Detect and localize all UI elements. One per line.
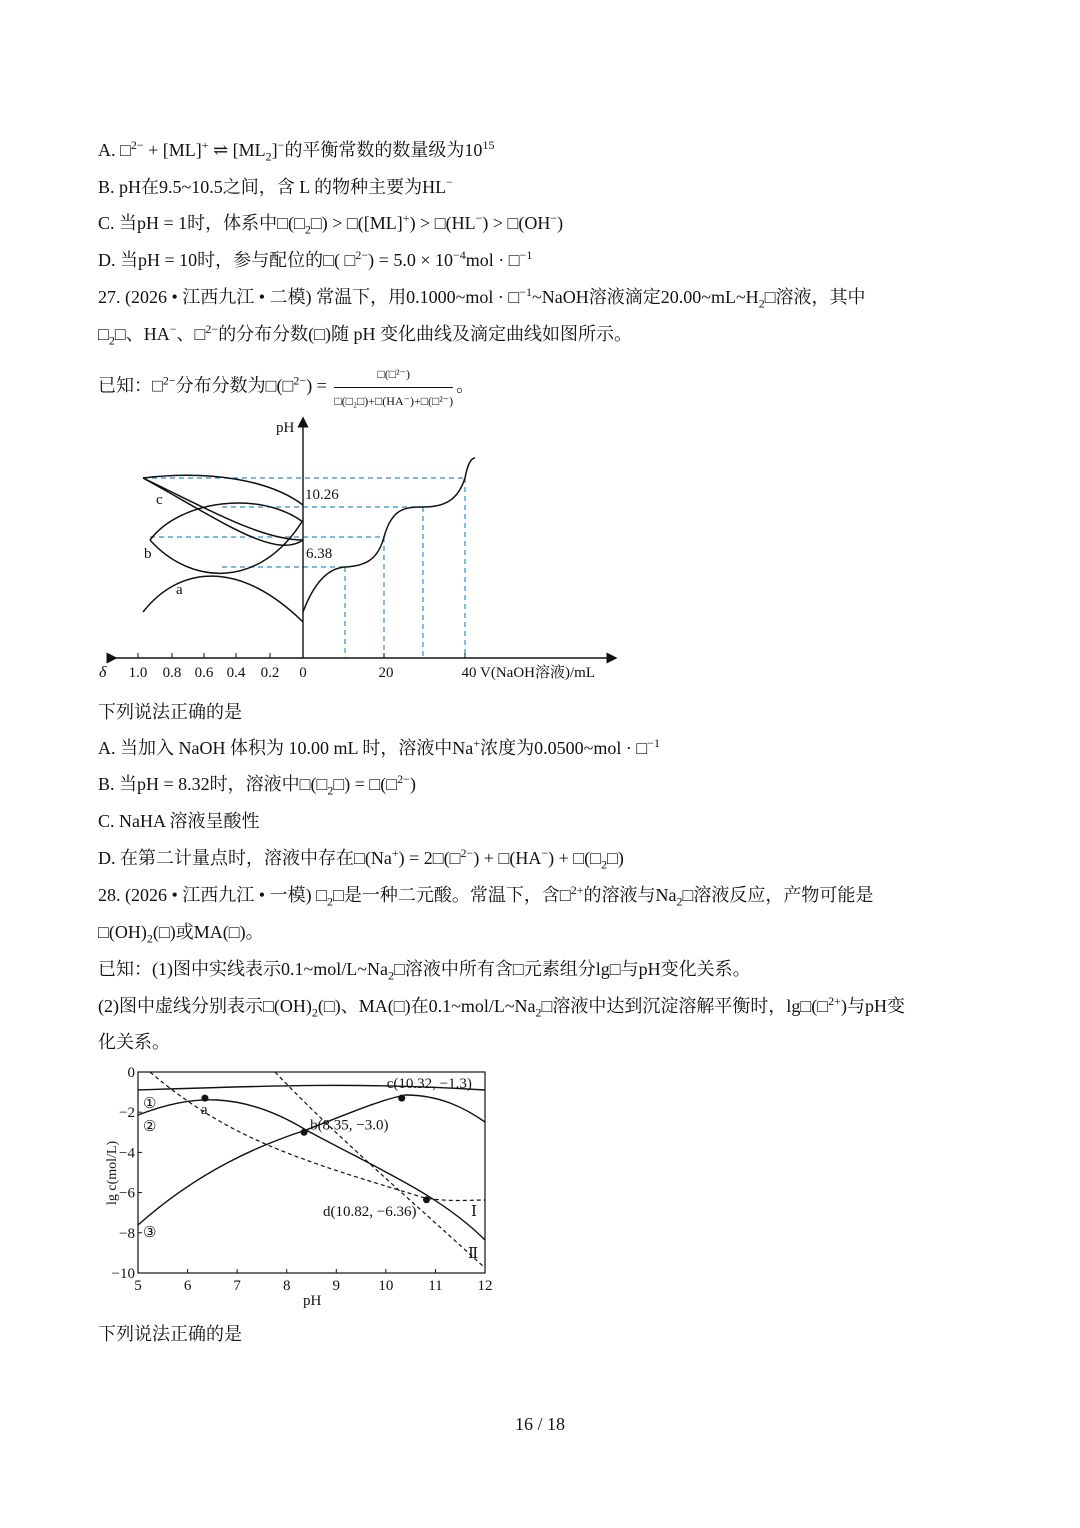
q27-option-a: A. 当加入 NaOH 体积为 10.00 mL 时，溶液中Na+浓度为0.0500~mol · □$^{-1}$ [98,736,660,758]
y-tick-label: 0 [127,1065,135,1081]
q27-option-b: B. 当pH = 8.32时，溶液中$□(□_2□)$ = □(□$^{2-}$) [98,772,416,798]
q28-prompt: 下列说法正确的是 [98,1324,242,1344]
q28-known-2: (2)图中虚线分别表示$□(OH)_2(□)$、MA(□)在$0.1\sim mol/L\sim Na_2□$溶液中达到沉淀溶解平衡时，lg□(□$^{2+}$)与pH变 [98,994,905,1020]
q27-stem-line2: $□_2□$、HA−、□$^{2-}$的分布分数(□)随 pH 变化曲线及滴定曲线如图所示。 [98,322,633,348]
q27-option-d: D. 在第二计量点时，溶液中存在□(Na+) = 2□(□$^{2-}$) + □(HA−) + $□(□_2□)$ [98,846,624,872]
point-marker [301,1129,308,1136]
x-tick-label: 8 [282,1278,291,1294]
q26-option-c: C. 当pH = 1时，体系中$□(□_2□)$ > □([ML]+) > □(HL−) > □(OH−) [98,211,564,237]
point-label: b(8.35, −3.0) [310,1117,389,1134]
point-label: c(10.32, −1.3) [386,1076,472,1093]
annotation-10-26: 10.26 [305,487,339,503]
delta-label: δ [99,664,107,681]
y-tick-label: −4 [119,1145,135,1162]
tick-0-8: 0.8 [162,665,182,681]
point-label: d(10.82, −6.36) [323,1203,417,1220]
q26-option-a: A. □$^{2-}$ + [ML]+ ⇌ $[ML_2]^-$的平衡常数的数量级为$10^{15}$ [98,138,495,164]
tick-0: 0 [299,665,307,681]
x-axis-label: V(NaOH溶液)/mL [480,665,595,681]
y-axis-label: pH [276,420,295,436]
tick-0-2: 0.2 [260,665,280,681]
q27-option-c: C. NaHA 溶液呈酸性 [98,811,260,831]
series-label-c: c [156,492,163,508]
titration-chart [95,412,625,690]
x-tick-label: 6 [183,1278,192,1294]
page-number: 16 / 18 [514,1414,565,1434]
y-axis-label-lgc: lg c(mol/L) [105,1140,120,1205]
point-marker [398,1095,405,1102]
x-tick-label: 11 [428,1278,443,1294]
y-tick-label: −2 [119,1105,135,1122]
x-axis-label-ph: pH [303,1293,322,1309]
curve-label-I: Ⅰ [471,1204,477,1220]
curve-c [143,478,303,545]
q26-option-d: D. 当pH = 10时，参与配位的□( □$^{2-}$) = $5.0 \times 10^{-4}mol$ · □$^{-1}$ [98,248,533,270]
series-label-b: b [144,546,152,562]
y-tick-label: −10 [111,1266,135,1282]
x-tick-label: 10 [378,1278,394,1294]
q28-known-1: 已知：(1)图中实线表示$0.1\sim mol/L\sim Na_2□$溶液中所有含□元素组分lg□与pH变化关系。 [98,959,751,983]
tick-40: 40 [461,665,477,681]
x-tick-label: 7 [233,1278,241,1294]
point-label: a [200,1102,208,1119]
tick-0-6: 0.6 [194,665,214,681]
distribution-fraction: $\frac{\text{□(□²⁻)}}{\text{□(□₂□)+□(HA⁻)+□(□²⁻)}}$ [334,362,453,413]
y-tick-label: −6 [119,1185,135,1202]
curve-a [143,576,303,622]
lg-c-chart [95,1062,505,1312]
x-tick-label: 5 [134,1278,142,1294]
q27-known: 已知：□$^{2-}$分布分数为□(□$^{2-}$) = $\frac{\text{□(□²⁻)}}{\text{□(□₂□)+□(HA⁻)+□(□²⁻)}}$ 。 [98,362,474,413]
curve-3 [138,1095,485,1225]
x-tick-label: 12 [477,1278,493,1294]
curve-label-II: Ⅱ [468,1246,479,1262]
series-label-a: a [176,582,183,598]
x-tick-label: 9 [332,1278,341,1294]
q28-known-3: 化关系。 [98,1032,170,1052]
point-marker [201,1095,208,1102]
q26-option-b: B. pH在9.5~10.5之间，含 L 的物种主要为HL− [98,175,453,197]
annotation-6-38: 6.38 [306,546,333,562]
y-tick-label: −8 [119,1225,135,1242]
curve-label-3: ③ [143,1225,157,1241]
tick-0-4: 0.4 [226,665,246,681]
q28-stem-line2: $□(OH)_2(□)$或MA(□)。 [98,922,264,946]
point-marker [423,1196,430,1203]
tick-20: 20 [378,665,394,681]
curve-label-1: ① [143,1096,157,1112]
q28-stem-line1: 28. (2026 • 江西九江 • 一模) $□_2□$是一种二元酸。常温下，含□$^{2+}$的溶液与$Na_2□$溶液反应，产物可能是 [98,883,874,909]
q27-stem-line1: 27. (2026 • 江西九江 • 二模) 常温下，用0.1000~mol · □$^{-1}$~NaOH溶液滴定$20.00\sim mL\sim H_2□$溶液，其中 [98,285,866,311]
curve-label-2: ② [143,1119,157,1135]
tick-1-0: 1.0 [128,665,148,681]
titration-curve [303,458,475,612]
q27-prompt: 下列说法正确的是 [98,702,242,722]
curve-b [150,503,303,573]
